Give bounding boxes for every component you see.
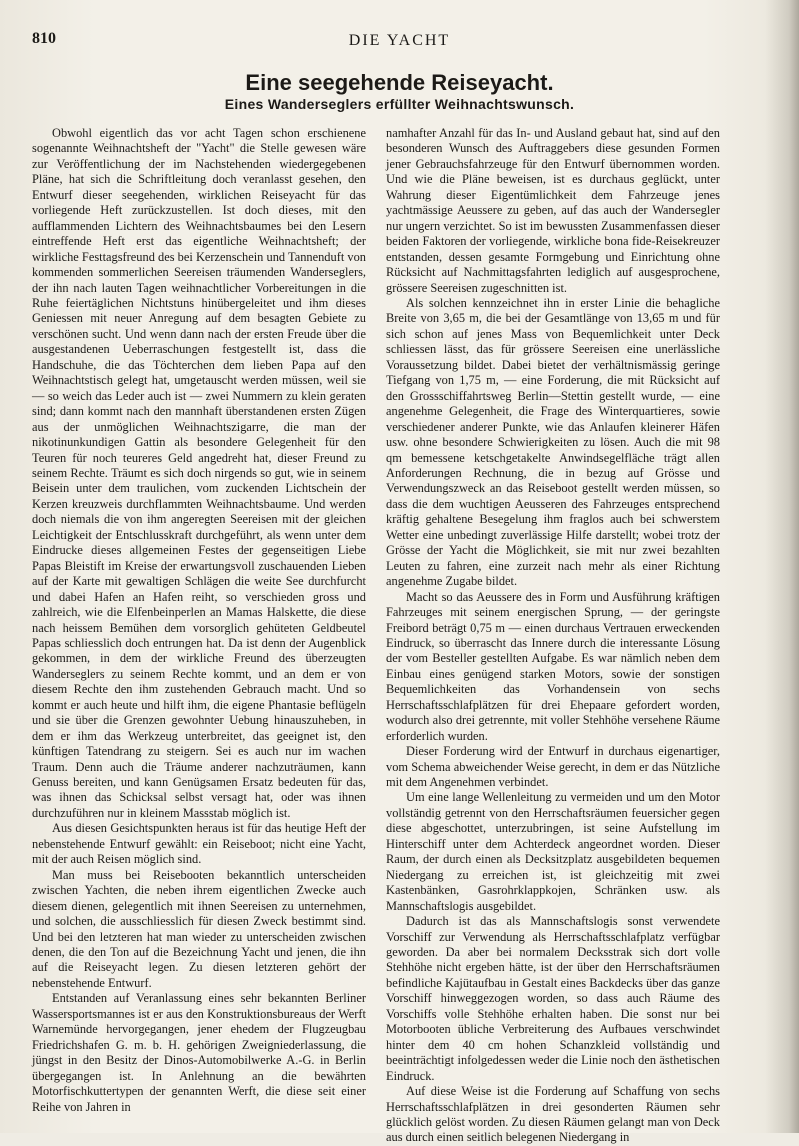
page-edge-shadow	[765, 0, 799, 1133]
paragraph: Aus diesen Gesichtspunkten heraus ist für das heutige Heft der nebenstehende Entwurf gewählt: ein Reiseboot; nicht eine Yacht, mit der auch Reisen möglich sind.	[32, 821, 366, 867]
page-number: 810	[32, 30, 56, 47]
article-subtitle: Eines Wanderseglers erfüllter Weihnachtswunsch.	[224, 96, 575, 112]
paragraph: Auf diese Weise ist die Forderung auf Schaffung von sechs Herrschaftsschlafplätzen in drei gesonderten Räumen sehr glücklich gelöst worden. Zu diesen Räumen gelangt man von Deck aus durch einen seitlich belegenen Niedergang in	[386, 1084, 720, 1145]
paragraph: Entstanden auf Veranlassung eines sehr bekannten Berliner Wassersportsmannes ist er aus den Konstruktionsbureaus der Werft Warnemünde hervorgegangen, jener ehedem der Flugzeugbau Friedrichshafen G. m. b. H. gehörigen Zweigniederlassung, die jüngst in den Besitz der Dinos-Automobilwerke A.-G. in Berlin übergegangen ist. In Anlehnung an die bewährten Motorfischkuttertypen der genannten Werft, die diese seit einer Reihe von Jahren in	[32, 991, 366, 1114]
paragraph: Um eine lange Wellenleitung zu vermeiden und um den Motor vollständig getrennt von den Herrschaftsräumen feuersicher gegen diese abgeschottet, unterzubringen, ist seine Aufstellung im Hinterschiff unter dem Achterdeck angeordnet worden. Dieser Raum, der durch einen als Decksitzplatz ausgebildeten bequemen Niedergang zu erreichen ist, ist gleichzeitig mit zwei Kastenbänken, Gasrohrklappkojen, Schränken usw. als Mannschaftslogis ausgebildet.	[386, 790, 720, 913]
column-right	[386, 126, 720, 1145]
column-left	[32, 126, 366, 1114]
paragraph: Man muss bei Reisebooten bekanntlich unterscheiden zwischen Yachten, die neben ihrem eigentlichen Zwecke auch diesem dienen, gelegentlich mit ihnen Seereisen zu unternehmen, und solchen, die ausschliesslich für diesen Zweck bestimmt sind. Und bei den letzteren hat man wieder zu unterscheiden zwischen denen, die den Ton auf die Bezeichnung Yacht und jenen, die ihn auf die Reiseyacht legen. Zu diesen letzteren gehört der nebenstehende Entwurf.	[32, 867, 366, 990]
article-title: Eine seegehende Reiseyacht.	[245, 70, 554, 95]
running-title: DIE YACHT	[348, 32, 451, 49]
paragraph: Dadurch ist das als Mannschaftslogis sonst verwendete Vorschiff zur Verwendung als Herrschaftsschlafplatz verfügbar geworden. Da aber bei normalem Decksstrak sich dort volle Stehhöhe nicht ergeben hätte, ist der über den Herrschaftsräumen befindliche Kajütaufbau in Gestalt eines Backdecks über das ganze Vorschiff hinweggezogen worden, so dass auch Räume des Vorschiffs volle Stehhöhe erhalten haben. Die sonst nur bei Motorbooten übliche Verbreiterung des Aufbaues verschwindet hinter dem 40 cm hohen Schanzkleid vollständig und beeinträchtigt infolgedessen weder die Linie noch den ästhetischen Eindruck.	[386, 914, 720, 1083]
paragraph: Macht so das Aeussere des in Form und Ausführung kräftigen Fahrzeuges mit seinem energischen Sprung, — der geringste Freibord beträgt 0,75 m — einen durchaus Vertrauen erweckenden Eindruck, so überrascht das Innere durch die interessante Lösung der vom Besteller gestellten Aufgabe. Es war nämlich neben dem Einbau eines genügend starken Motors, sowie der sonstigen Bequemlichkeiten das Vorhandensein von sechs Herrschaftsschlafplätzen für drei Ehepaare gefordert worden, wodurch also drei getrennte, mit voller Stehhöhe versehene Räume erforderlich wurden.	[386, 589, 720, 743]
paragraph: Dieser Forderung wird der Entwurf in durchaus eigenartiger, vom Schema abweichender Weise gerecht, in dem er das Nützliche mit dem Angenehmen verbindet.	[386, 744, 720, 790]
paragraph: Als solchen kennzeichnet ihn in erster Linie die behagliche Breite von 3,65 m, die bei der Gesamtlänge von 13,65 m und für sich schon auf jenes Mass von Bequemlichkeit unter Deck schliessen lässt, das für grössere Seereisen eine unerlässliche Voraussetzung bildet. Dabei bietet der verhältnismässig geringe Tiefgang von 1,75 m, — eine Forderung, die mit Rücksicht auf den Grossschiffahrtsweg Berlin—Stettin gestellt wurde, — eine angenehme Gelegenheit, die Frage des Winterquartieres, sowie verschiedener anderer Punkte, wie das Anlaufen kleinerer Häfen usw. ohne besondere Schwierigkeiten zu lösen. Auch die mit 98 qm bemessene ketschgetakelte Anwindsegelfläche trägt allen Anforderungen Rechnung, die in bezug auf Grösse und Verwendungszweck an das Reiseboot gestellt werden müssen, so dass die dem wuchtigen Aeusseren des Fahrzeuges entsprechend kräftig gehaltene Besegelung ihm fraglos auch bei schwerstem Wetter eine unbedingt zuverlässige Hilfe darstellt; wobei trotz der Grösse der Yacht die Möglichkeit, sie mit nur zwei bezahlten Leuten zu fahren, eine zurzeit nach mehr als einer Richtung angenehme Zugabe bildet.	[386, 295, 720, 589]
paragraph: Obwohl eigentlich das vor acht Tagen schon erschienene sogenannte Weihnachtsheft der "Yacht" die Stelle gewesen wäre zur Veröffentlichung der im Nachstehenden wiedergegebenen Pläne, hat sich die Schriftleitung doch veranlasst gesehen, den Entwurf dieser seegehenden, wirklichen Reiseyacht für das vorliegende Heft zurückzustellen. Ist doch dieses, mit den aufflammenden Lichtern des Weihnachtsbaumes bei den Lesern eintreffende Heft erst das eigentliche Weihnachtsheft; der wirkliche Festtagsfreund des bei Kerzenschein und Tannenduft von kommenden sommerlichen Seereisen träumenden Wanderseglers, der ihn nach lauten Tagen weihnachtlicher Vorbereitungen in die Ruhe feiertäglichen Nichtstuns hinübergeleitet und ihm dieses Geniessen mit neuer Anregung auf dem besagten Gebiete zu verschönen sucht. Und wenn dann nach der ersten Freude über die ausgestandenen Ueberraschungen festgestellt ist, dass die Handschuhe, die das Töchterchen dem lieben Papa auf den Weihnachtstisch gelegt hat, umgetauscht werden müssen, weil sie — so weich das Leder auch ist — zwei Nummern zu klein geraten sind; dann kommt nach den mannhaft überstandenen ersten Zügen aus der unmöglichen Weihnachtszigarre, die man der nikotinunkundigen Gattin als besondere Gelegenheit für den Teuren für noch teureres Geld angedreht hat, dieser Freund zu seinem Rechte. Träumt es sich doch nirgends so gut, wie in seinem Beisein unter dem traulichen, vom zuckenden Lichtschein der Kerzen kreuzweis durchflammten Weihnachtsbaume. Und werden doch niemals die von ihm angeregten Seereisen mit der gleichen Leichtigkeit der Entschlusskraft durchgeführt, als wenn unter dem Eindrucke dieses allgemeinen Festes der gegenseitigen Liebe Papas Bleistift im Kreise der erwartungsvoll zuschauenden Lieben auf der Karte mit gewaltigen Schlägen die weite See durchfurcht und dabei Hafen an Hafen reiht, so verschieden gross und zahlreich, wie die Elfenbeinperlen an Mamas Halskette, die diese nach heissem Bemühen dem vorsorglich gehüteten Geldbeutel Papas schliesslich doch entrungen hat. Da ist denn der Augenblick gekommen, in dem der wirkliche Freund des überzeugten Wanderseglers zu seinem Rechte kommt, und an dem er von diesem Rechte den ihm zustehenden Gebrauch macht. Und so kommt er auch heute und hilft ihm, die eigene Phantasie beflügeln und sie über die Grenzen gewohnter Uebung hinauszuheben, in dem er ihm das Werkzeug unterbreitet, das geeignet ist, den künftigen Tatendrang zu steigern. Sei es auch nur im wachen Traum. Denn auch die Träume anderer nachzuträumen, kann Genuss bereiten, und kann Genügsamen Ersatz bedeuten für das, was ihnen das Schicksal selbst versagt hat, oder was ihnen durchzuführen nur in kleinem Massstab möglich ist.	[32, 126, 366, 820]
paragraph: namhafter Anzahl für das In- und Ausland gebaut hat, sind auf den besonderen Wunsch des Auftraggebers diese gesunden Formen jener Gebrauchsfahrzeuge für den Entwurf übernommen worden. Und wie die Pläne beweisen, ist es durchaus geglückt, unter Wahrung dieser Eigentümlichkeit dem Fahrzeuge jenes yachtmässige Aeussere zu geben, auf das auch der Wandersegler nur ungern verzichtet. So ist im bewussten Zusammenfassen dieser beiden Faktoren der vorliegende, wirkliche bona fide-Reisekreuzer entstanden, dessen gesamte Formgebung und Einrichtung ohne Rücksicht auf Nachmittagsfahrten lediglich auf ausgesprochene, grössere Seereisen zugeschnitten ist.	[386, 126, 720, 295]
